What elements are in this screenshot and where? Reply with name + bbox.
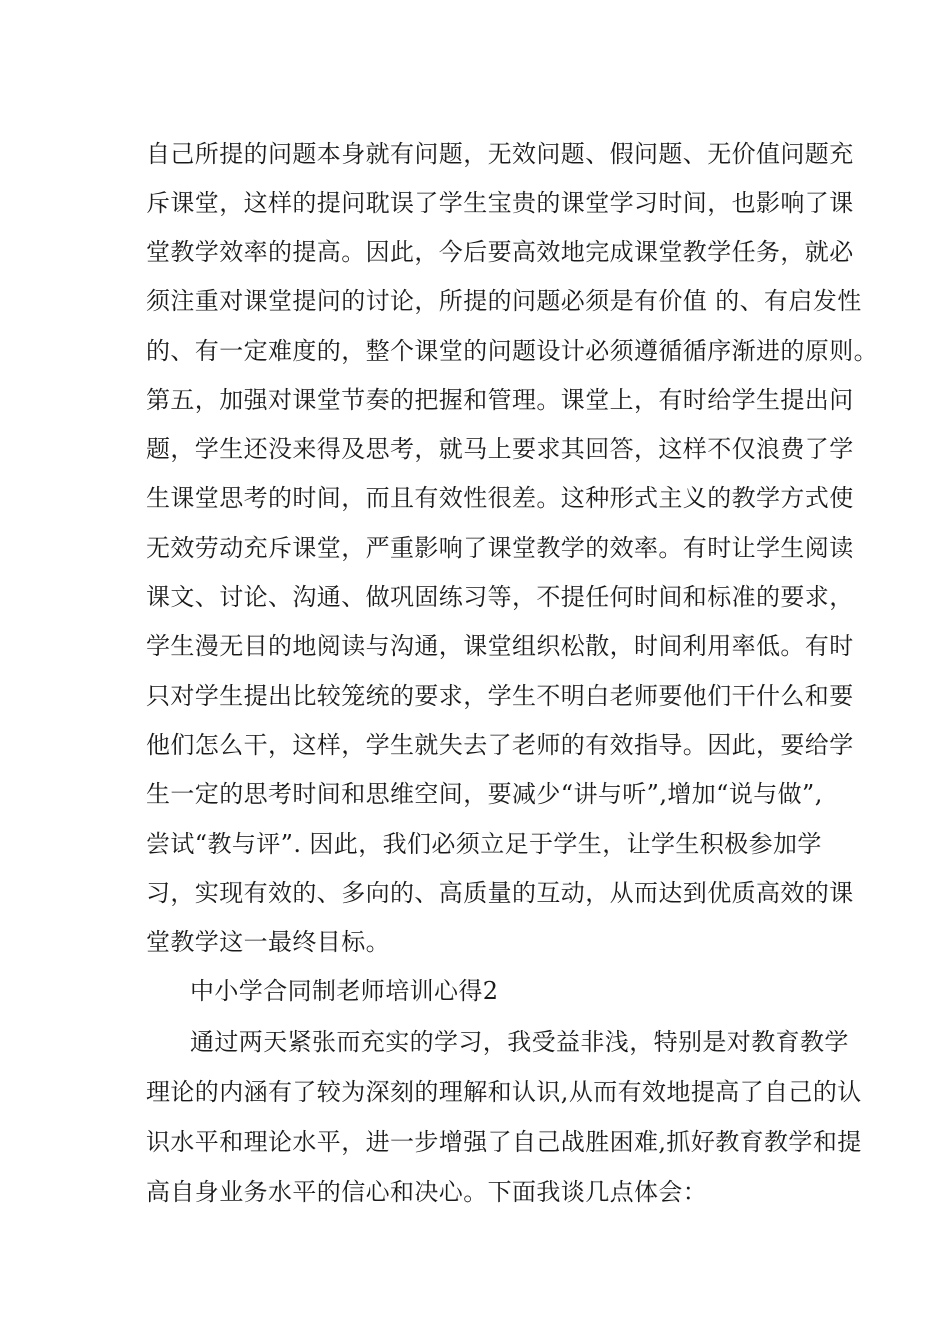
- body-text-line: 生课堂思考的时间，而且有效性很差。这种形式主义的教学方式使: [146, 484, 854, 512]
- body-text-line: 尝试“教与评”. 因此，我们必须立足于学生，让学生积极参加学: [146, 830, 822, 858]
- body-text-line: 堂教学效率的提高。因此，今后要高效地完成课堂教学任务，就必: [146, 238, 854, 266]
- body-text-line: 只对学生提出比较笼统的要求，学生不明白老师要他们干什么和要: [146, 682, 854, 710]
- section-heading: 中小学合同制老师培训心得2: [190, 977, 499, 1005]
- body-text-line: 识水平和理论水平，进一步增强了自己战胜困难,抓好教育教学和提: [146, 1128, 862, 1156]
- body-text-line: 课文、讨论、沟通、做巩固练习等，不提任何时间和标准的要求，: [146, 583, 854, 611]
- body-text-line: 理论的内涵有了较为深刻的理解和认识,从而有效地提高了自己的认: [146, 1078, 862, 1106]
- body-text-line: 通过两天紧张而充实的学习，我受益非浅，特别是对教育教学: [190, 1028, 849, 1056]
- body-text-line: 他们怎么干，这样，学生就失去了老师的有效指导。因此，要给学: [146, 731, 854, 759]
- body-text-line: 斥课堂，这样的提问耽误了学生宝贵的课堂学习时间，也影响了课: [146, 189, 854, 217]
- body-text-line: 第五，加强对课堂节奏的把握和管理。课堂上，有时给学生提出问: [146, 386, 854, 414]
- body-text-line: 的、有一定难度的，整个课堂的问题设计必须遵循循序渐进的原则。: [146, 337, 878, 365]
- body-text-line: 高自身业务水平的信心和决心。下面我谈几点体会：: [146, 1178, 708, 1206]
- body-text-line: 须注重对课堂提问的讨论，所提的问题必须是有价值 的、有启发性: [146, 287, 862, 315]
- body-text-line: 自己所提的问题本身就有问题，无效问题、假问题、无价值问题充: [146, 140, 854, 168]
- body-text-line: 题，学生还没来得及思考，就马上要求其回答，这样不仅浪费了学: [146, 435, 854, 463]
- body-text-line: 生一定的思考时间和思维空间，要减少“讲与听”,增加“说与做”,: [146, 780, 823, 808]
- body-text-line: 无效劳动充斥课堂，严重影响了课堂教学的效率。有时让学生阅读: [146, 534, 854, 562]
- body-text-line: 习，实现有效的、多向的、高质量的互动，从而达到优质高效的课: [146, 879, 854, 907]
- body-text-line: 堂教学这一最终目标。: [146, 928, 390, 956]
- body-text-line: 学生漫无目的地阅读与沟通，课堂组织松散，时间利用率低。有时: [146, 632, 854, 660]
